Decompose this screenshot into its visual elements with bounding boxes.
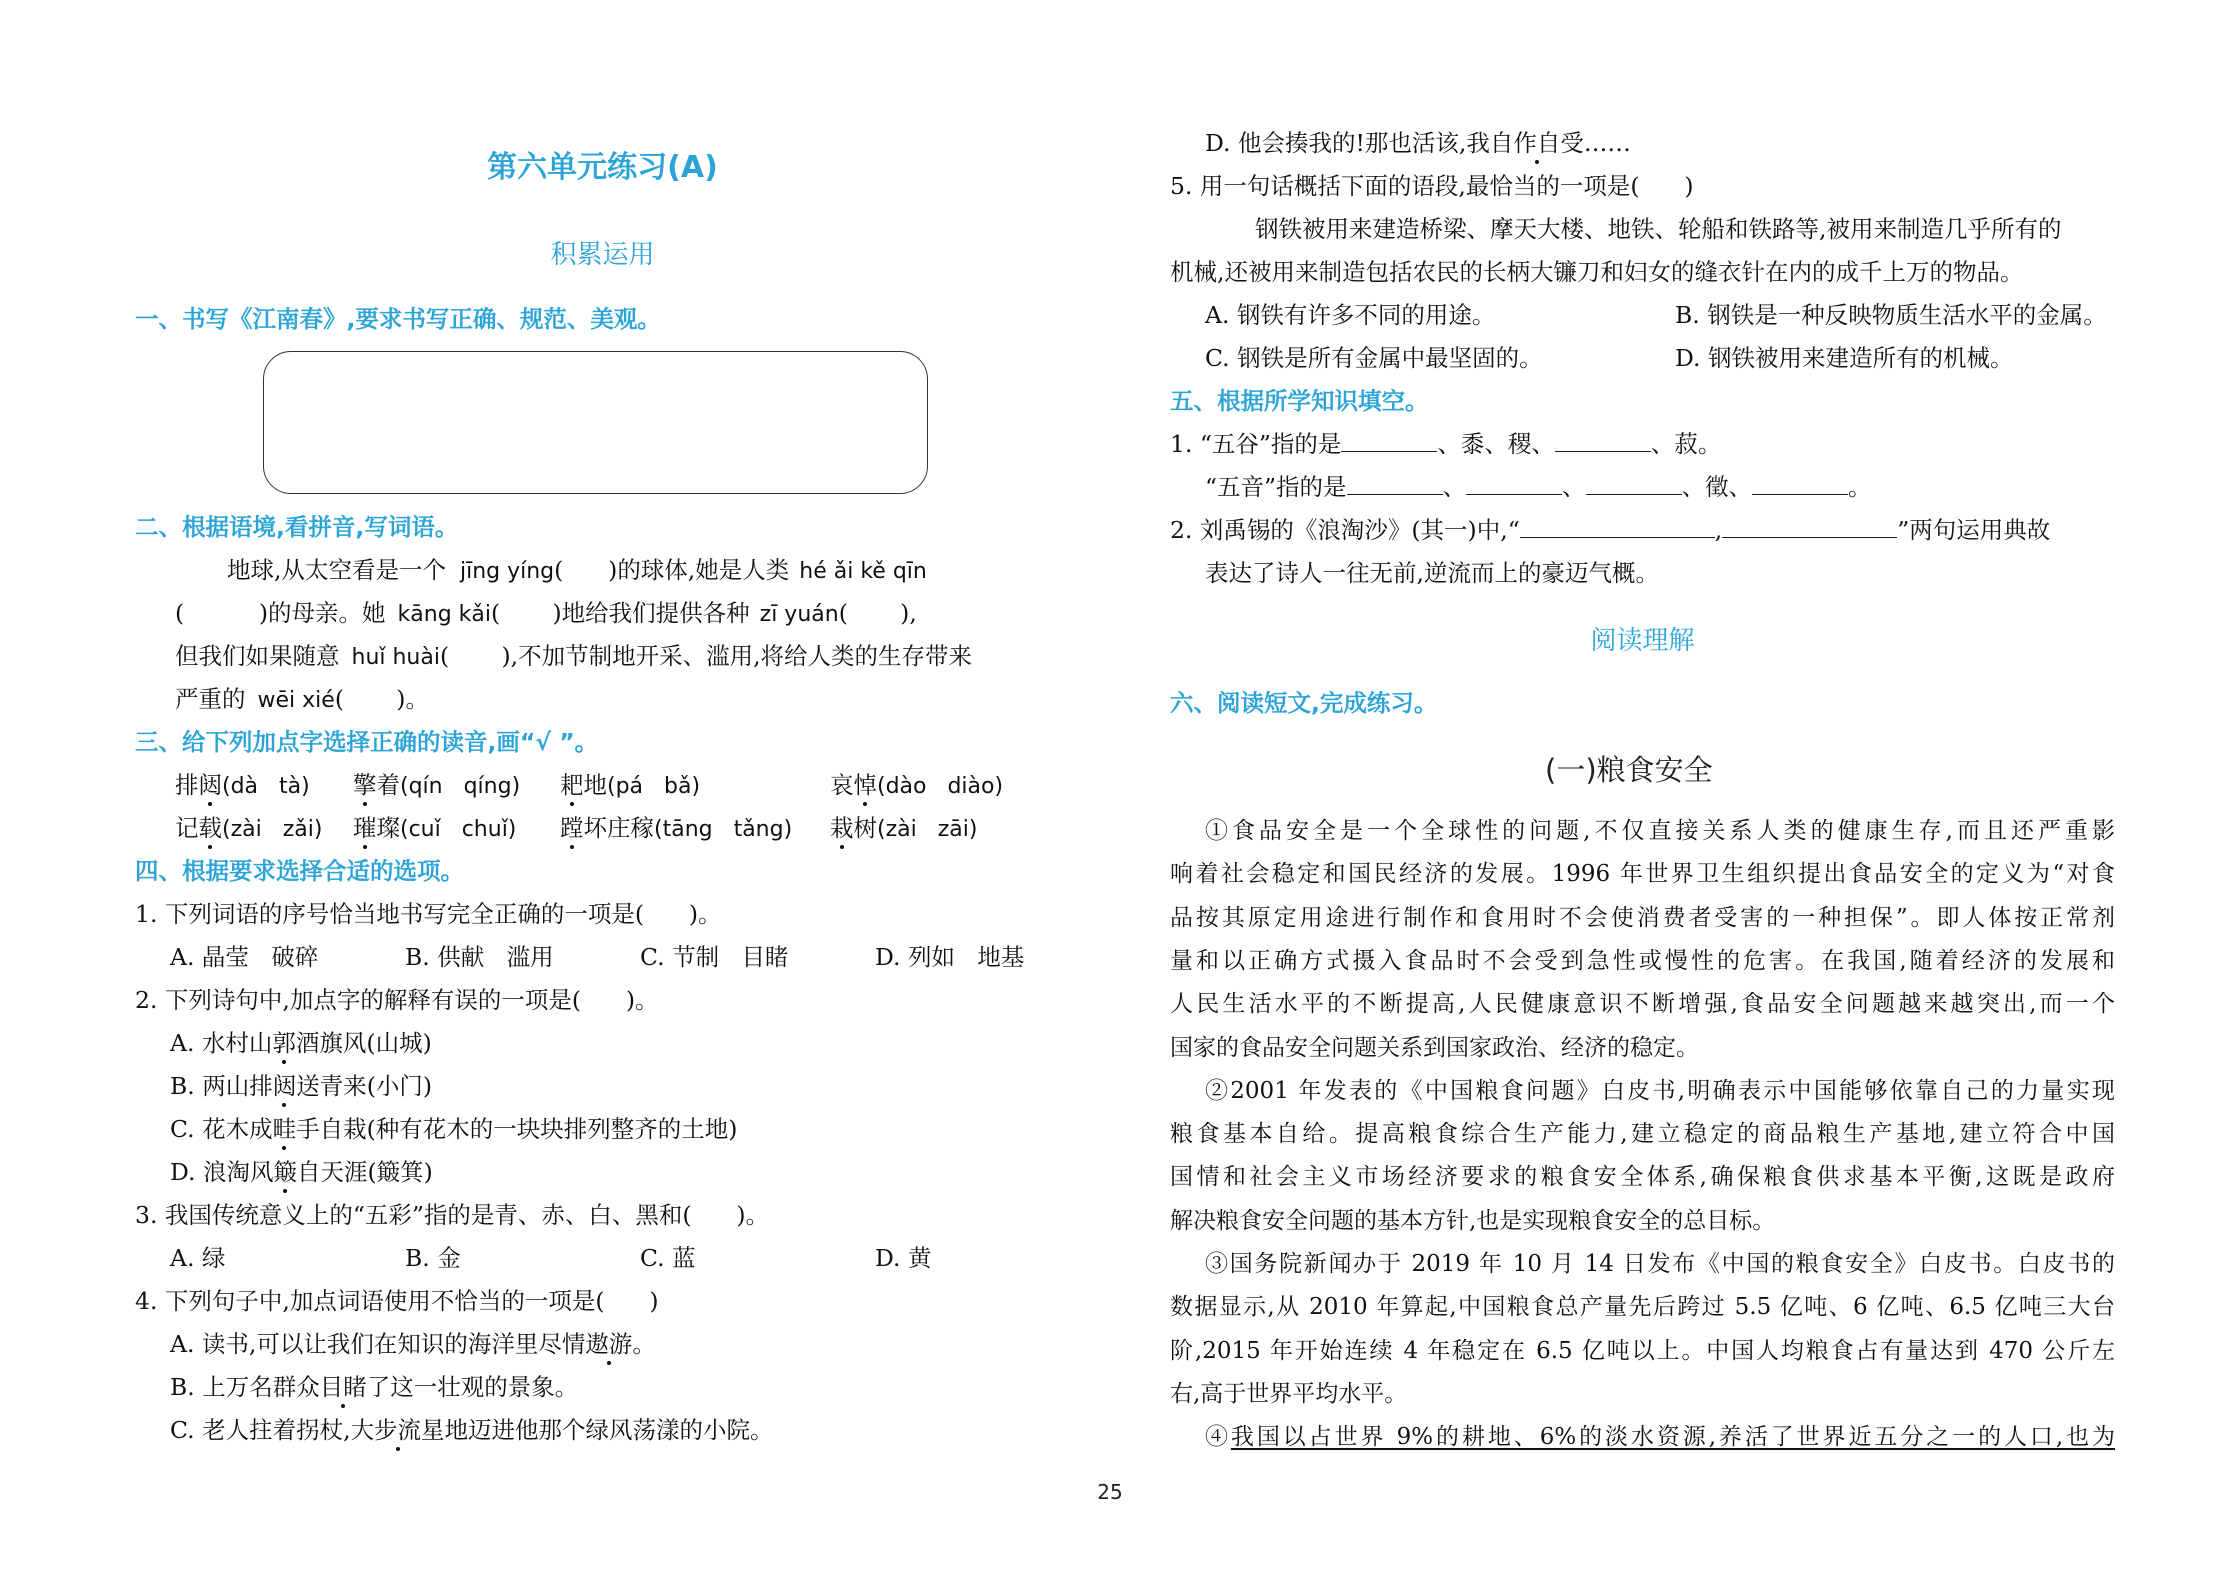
pinyin: wēi xié xyxy=(257,688,335,713)
passage-line: 量和以正确方式摄入食品时不会受到急性或慢性的危害。在我国,随着经济的发展和 xyxy=(1170,947,2115,974)
option: B. 供献 滥用 xyxy=(405,943,554,971)
q2-text: ( )的球体,她是人类 xyxy=(554,556,790,584)
fill-blank[interactable] xyxy=(1520,515,1715,538)
q3-word-2: 擎着(qín qíng) xyxy=(353,771,521,799)
q4-item-2-a: A. 水村山郭酒旗风(山城) xyxy=(170,1029,432,1057)
underlined-sentence: 我国以占世界 9%的耕地、6%的淡水资源,养活了世界近五分之一的人口,也为 xyxy=(1230,1424,2115,1451)
q2-text: 但我们如果随意 xyxy=(175,642,340,670)
passage-line: 阶,2015 年开始连续 4 年稳定在 6.5 亿吨以上。中国人均粮食占有量达到 470 公斤左 xyxy=(1170,1337,2115,1364)
fill-blank[interactable] xyxy=(1722,515,1897,538)
q2-text: ( )的母亲。她 xyxy=(175,599,386,627)
q4-item-5-option-c: C. 钢铁是所有金属中最坚固的。 xyxy=(1205,344,1543,372)
passage-line: 人民生活水平的不断提高,人民健康意识不断增强,食品安全问题越来越突出,而一个 xyxy=(1170,991,2115,1018)
q4-item-2-c: C. 花木成畦手自栽(种有花木的一块块排列整齐的土地) xyxy=(170,1115,738,1143)
q4-item-4: 4. 下列句子中,加点词语使用不恰当的一项是( ) xyxy=(135,1287,659,1315)
q2-text: ( )地给我们提供各种 xyxy=(491,599,750,627)
q4-item-4-b: B. 上万名群众目睹了这一壮观的景象。 xyxy=(170,1373,579,1401)
passage-line: 解决粮食安全问题的基本方针,也是实现粮食安全的总目标。 xyxy=(1170,1207,1776,1234)
q4-item-4-a: A. 读书,可以让我们在知识的海洋里尽情遨游。 xyxy=(170,1330,656,1358)
passage-line: 粮食基本自给。提高粮食综合生产能力,建立稳定的商品粮生产基地,建立符合中国 xyxy=(1170,1121,2115,1148)
q2-text: 地球,从太空看是一个 xyxy=(227,556,446,584)
pinyin: kāng kǎi xyxy=(397,602,492,627)
passage-line: 响着社会稳定和国民经济的发展。1996 年世界卫生组织提出食品安全的定义为“对食 xyxy=(1170,861,2115,888)
paragraph-number: ④ xyxy=(1205,1424,1231,1451)
q3-heading: 三、给下列加点字选择正确的读音,画“√ ”。 xyxy=(135,728,599,756)
q4-heading: 四、根据要求选择合适的选项。 xyxy=(135,857,464,885)
passage-line: 数据显示,从 2010 年算起,中国粮食总产量先后跨过 5.5 亿吨、6 亿吨、6.5 亿吨三大台 xyxy=(1170,1294,2115,1321)
option: A. 晶莹 破碎 xyxy=(170,943,319,971)
q5-item-2: 2. 刘禹锡的《浪淘沙》(其一)中,“ , ”两句运用典故 xyxy=(1170,516,2051,544)
passage-line: ②2001 年发表的《中国粮食问题》白皮书,明确表示中国能够依靠自己的力量实现 xyxy=(1205,1077,2115,1104)
q3-word-1: 排闼(dà tà) xyxy=(175,771,310,799)
q4-item-5-passage-1: 钢铁被用来建造桥梁、摩天大楼、地铁、轮船和铁路等,被用来制造几乎所有的 xyxy=(1255,215,2062,243)
q5-heading: 五、根据所学知识填空。 xyxy=(1170,387,1429,415)
q4-item-4-c: C. 老人拄着拐杖,大步流星地迈进他那个绿风荡漾的小院。 xyxy=(170,1416,774,1444)
q4-item-1: 1. 下列词语的序号恰当地书写完全正确的一项是( )。 xyxy=(135,900,722,928)
q2-text: ( ), xyxy=(838,599,917,627)
q3-word-8: 栽树(zài zāi) xyxy=(830,814,978,842)
option: D. 列如 地基 xyxy=(875,943,1025,971)
fill-blank[interactable] xyxy=(1752,472,1848,495)
fill-blank[interactable] xyxy=(1466,472,1562,495)
fill-blank[interactable] xyxy=(1341,429,1437,452)
q4-item-5: 5. 用一句话概括下面的语段,最恰当的一项是( ) xyxy=(1170,172,1694,200)
q3-word-5: 记载(zài zǎi) xyxy=(175,814,323,842)
q2-line-4 xyxy=(175,684,429,716)
q3-word-3: 耙地(pá bǎ) xyxy=(560,771,701,799)
fill-blank[interactable] xyxy=(1555,429,1651,452)
q4-item-5-option-b: B. 钢铁是一种反映物质生活水平的金属。 xyxy=(1675,301,2107,329)
section-accumulation: 积累运用 xyxy=(550,240,655,270)
q2-line-3 xyxy=(175,641,972,673)
q2-text: ( ),不加节制地开采、滥用,将给人类的生存带来 xyxy=(439,642,973,670)
page-number: 25 xyxy=(1097,1480,1123,1504)
option: A. 绿 xyxy=(170,1244,226,1272)
q2-text: ( )。 xyxy=(334,685,429,713)
q3-word-4: 哀悼(dào diào) xyxy=(830,771,1004,799)
q4-item-3: 3. 我国传统意义上的“五彩”指的是青、赤、白、黑和( )。 xyxy=(135,1201,770,1229)
fill-blank[interactable] xyxy=(1586,472,1682,495)
q2-text: 严重的 xyxy=(175,685,246,713)
passage-line: 右,高于世界平均水平。 xyxy=(1170,1380,1408,1407)
q5-item-2-b: 表达了诗人一往无前,逆流而上的豪迈气概。 xyxy=(1205,559,1659,587)
option: D. 黄 xyxy=(875,1244,932,1272)
q4-item-5-option-d: D. 钢铁被用来建造所有的机械。 xyxy=(1675,344,2014,372)
option: C. 节制 目睹 xyxy=(640,943,789,971)
q4-item-4-d: D. 他会揍我的!那也活该,我自作自受…… xyxy=(1205,129,1631,157)
page-title: 第六单元练习(A) xyxy=(487,150,718,185)
q4-item-2-b: B. 两山排闼送青来(小门) xyxy=(170,1072,433,1100)
option: C. 蓝 xyxy=(640,1244,696,1272)
passage-line xyxy=(1205,1422,2115,1452)
q4-item-2: 2. 下列诗句中,加点字的解释有误的一项是( )。 xyxy=(135,986,659,1014)
q3-word-6: 璀璨(cuǐ chuǐ) xyxy=(353,814,517,842)
pinyin: huǐ huài xyxy=(351,645,440,670)
pinyin: zī yuán xyxy=(759,602,839,627)
passage-line: 国情和社会主义市场经济要求的粮食安全体系,确保粮食供求基本平衡,这既是政府 xyxy=(1170,1164,2115,1191)
passage-line: 国家的食品安全问题关系到国家政治、经济的稳定。 xyxy=(1170,1034,1699,1061)
q6-heading: 六、阅读短文,完成练习。 xyxy=(1170,689,1438,717)
q4-item-5-option-a: A. 钢铁有许多不同的用途。 xyxy=(1205,301,1496,329)
pinyin: hé ǎi kě qīn xyxy=(799,559,927,584)
q5-item-1: 1. “五谷”指的是 、黍、稷、 、菽。 xyxy=(1170,430,1722,458)
pinyin: jīng yíng xyxy=(459,559,555,584)
q4-item-2-d: D. 浪淘风簸自天涯(簸箕) xyxy=(170,1158,433,1186)
q2-line-1 xyxy=(227,555,927,587)
option: B. 金 xyxy=(405,1244,461,1272)
q1-heading: 一、书写《江南春》,要求书写正确、规范、美观。 xyxy=(135,305,661,333)
writing-box[interactable] xyxy=(263,351,928,494)
q2-heading: 二、根据语境,看拼音,写词语。 xyxy=(135,513,459,541)
fill-blank[interactable] xyxy=(1347,472,1443,495)
q2-line-2 xyxy=(175,598,917,630)
q3-word-7: 蹚坏庄稼(tāng tǎng) xyxy=(560,814,793,842)
passage-line: ①食品安全是一个全球性的问题,不仅直接关系人类的健康生存,而且还严重影 xyxy=(1205,818,2115,844)
passage-line: ③国务院新闻办于 2019 年 10 月 14 日发布《中国的粮食安全》白皮书。白皮书的 xyxy=(1205,1251,2115,1277)
q4-item-5-passage-2: 机械,还被用来制造包括农民的长柄大镰刀和妇女的缝衣针在内的成千上万的物品。 xyxy=(1170,258,2024,286)
q5-item-1-b: “五音”指的是 、 、 、徵、 。 xyxy=(1205,473,1872,501)
section-reading: 阅读理解 xyxy=(1590,626,1695,656)
passage-title: (一)粮食安全 xyxy=(1545,753,1713,787)
passage-line: 品按其原定用途进行制作和食用时不会使消费者受害的一种担保”。即人体按正常剂 xyxy=(1170,904,2115,931)
